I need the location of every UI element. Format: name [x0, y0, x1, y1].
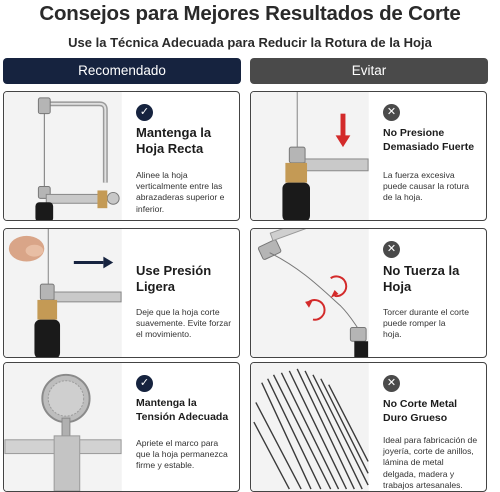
tip-card-keep-blade-straight — [3, 91, 240, 221]
light-pressure-image — [4, 229, 122, 357]
tip-description: La fuerza excesiva puede causar la rotura de la hoja. — [383, 170, 469, 203]
x-icon: ✕ — [383, 375, 400, 392]
avoid-header: Evitar — [250, 58, 488, 84]
check-icon: ✓ — [136, 375, 153, 392]
tip-card-dont-twist — [250, 228, 487, 358]
x-icon: ✕ — [383, 241, 400, 258]
tip-heading: No Tuerza la Hoja — [383, 263, 460, 294]
tip-description: Ideal para fabricación de joyería, corte de anillos, lámina de metal delgada, madera y trabajos artesanales. — [383, 435, 478, 490]
tip-description: Alinee la hoja verticalmente entre las abrazaderas superior e inferior. — [136, 170, 225, 214]
tip-heading: No Corte Metal Duro Grueso — [383, 398, 458, 424]
tip-card-dont-cut-thick-metal — [250, 362, 487, 492]
tip-heading: No Presione Demasiado Fuerte — [383, 127, 475, 153]
page-subtitle: Use la Técnica Adecuada para Reducir la Rotura de la Hoja — [68, 35, 432, 50]
tip-heading: Use Presión Ligera — [136, 263, 212, 294]
tip-heading: Mantenga la Hoja Recta — [136, 125, 212, 156]
tip-card-proper-tension — [3, 362, 240, 492]
tip-description: Apriete el marco para que la hoja permanezca firme y estable. — [136, 438, 228, 471]
tip-heading: Mantenga la Tensión Adecuada — [136, 397, 229, 423]
tip-card-light-pressure — [3, 228, 240, 358]
saw-blades-image — [251, 363, 369, 491]
check-icon: ✓ — [136, 104, 153, 121]
tip-card-dont-press-hard — [250, 91, 487, 221]
tip-description: Torcer durante el corte puede romper la hoja. — [383, 307, 469, 340]
page-title: Consejos para Mejores Resultados de Corte — [39, 2, 461, 25]
heavy-pressure-image — [251, 92, 369, 220]
twisted-blade-image — [251, 229, 369, 357]
x-icon: ✕ — [383, 104, 400, 121]
tip-description: Deje que la hoja corte suavemente. Evite forzar el movimiento. — [136, 307, 232, 340]
tension-knob-image — [4, 363, 122, 491]
saw-frame-image — [4, 92, 122, 220]
recommended-header: Recomendado — [3, 58, 241, 84]
